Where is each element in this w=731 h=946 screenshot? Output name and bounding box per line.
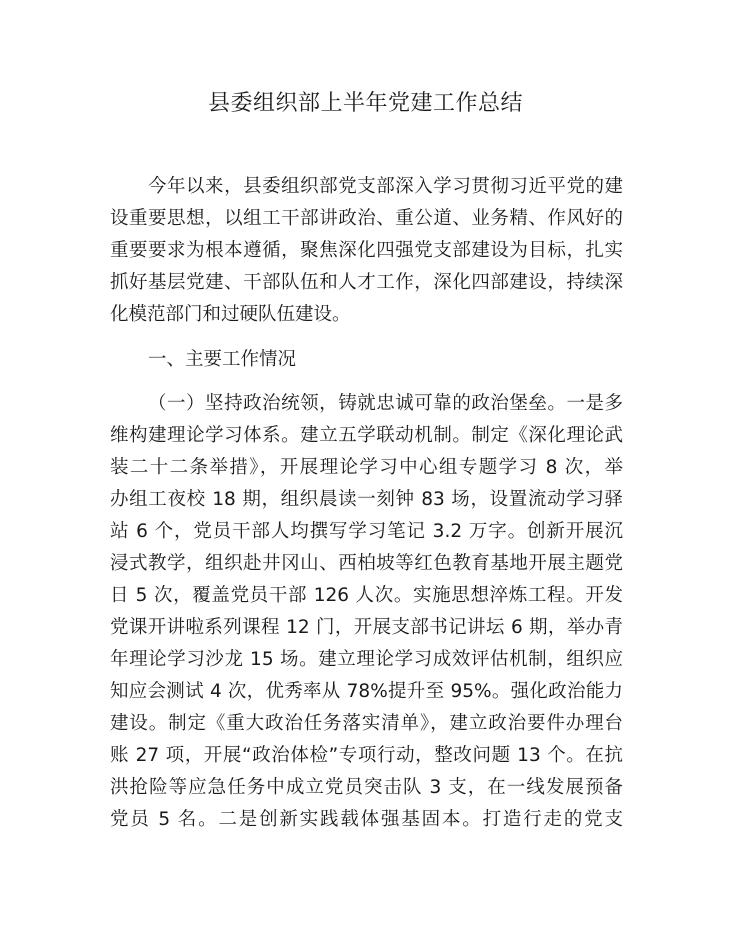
paragraph-line: 账 27 项，开展“政治体检”专项行动，整改问题 13 个。在抗 — [110, 745, 623, 766]
paragraph-line: （一）坚持政治统领，铸就忠诚可靠的政治堡垒。一是多 — [148, 393, 623, 414]
paragraph-line: 建设。制定《重大政治任务落实清单》，建立政治要件办理台 — [110, 713, 623, 734]
paragraph-line: 重要要求为根本遵循，聚焦深化四强党支部建设为目标，扎实 — [110, 240, 623, 261]
paragraph-line: 日 5 次，覆盖党员干部 126 人次。实施思想淬炼工程。开发 — [110, 585, 623, 606]
paragraph-line: 设重要思想，以组工干部讲政治、重公道、业务精、作风好的 — [110, 208, 623, 229]
paragraph-line: 洪抢险等应急任务中成立党员突击队 3 支，在一线发展预备 — [110, 777, 623, 798]
paragraph-line: 办组工夜校 18 期，组织晨读一刻钟 83 场，设置流动学习驿 — [110, 489, 623, 510]
paragraph-line: 抓好基层党建、干部队伍和人才工作，深化四部建设，持续深 — [110, 272, 623, 293]
paragraph-line: 党课开讲啦系列课程 12 门，开展支部书记讲坛 6 期，举办青 — [110, 617, 623, 638]
section-heading: 一、主要工作情况 — [148, 349, 297, 370]
paragraph-line: 年理论学习沙龙 15 场。建立理论学习成效评估机制，组织应 — [110, 649, 623, 670]
paragraph-line: 知应会测试 4 次，优秀率从 78%提升至 95%。强化政治能力 — [110, 681, 623, 702]
paragraph-line: 党员 5 名。二是创新实践载体强基固本。打造行走的党支 — [110, 809, 623, 830]
paragraph-line: 今年以来，县委组织部党支部深入学习贯彻习近平党的建 — [148, 176, 623, 197]
paragraph-line: 浸式教学，组织赴井冈山、西柏坡等红色教育基地开展主题党 — [110, 553, 623, 574]
document-title: 县委组织部上半年党建工作总结 — [207, 91, 523, 116]
paragraph-line: 化模范部门和过硬队伍建设。 — [110, 304, 351, 325]
paragraph-line: 站 6 个，党员干部人均撰写学习笔记 3.2 万字。创新开展沉 — [110, 521, 623, 542]
paragraph-line: 维构建理论学习体系。建立五学联动机制。制定《深化理论武 — [110, 425, 623, 446]
paragraph-line: 装二十二条举措》，开展理论学习中心组专题学习 8 次，举 — [110, 457, 623, 478]
